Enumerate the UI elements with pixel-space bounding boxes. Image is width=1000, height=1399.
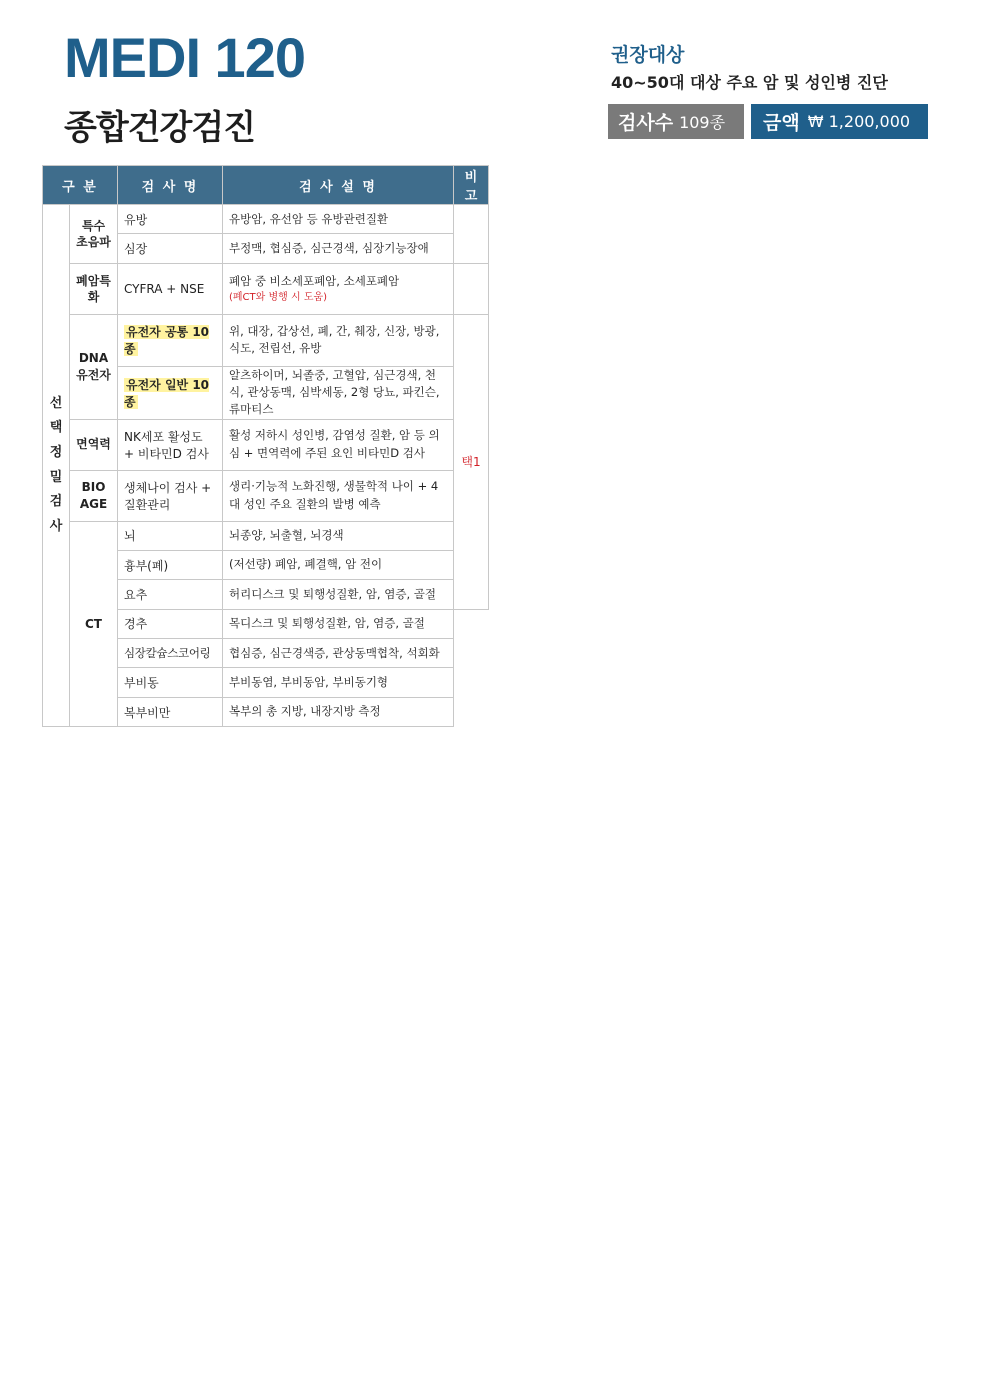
recommend-desc: 40~50대 대상 주요 암 및 성인병 진단 [611, 73, 888, 92]
desc-ct-lumbar: 허리디스크 및 퇴행성질환, 암, 염증, 골절 [223, 580, 454, 609]
note-empty [454, 263, 489, 314]
exam-ct-calcium: 심장칼슘스코어링 [118, 639, 223, 668]
price-box [751, 104, 928, 139]
test-count-value: 109종 [679, 113, 726, 132]
desc-dna-general: 알츠하이머, 뇌졸중, 고혈압, 심근경색, 천식, 관상동맥, 심박세동, 2형 당뇨, 파킨슨, 류마티스 [223, 366, 454, 419]
exam-ct-obesity: 복부비만 [118, 697, 223, 726]
exam-heart-us: 심장 [118, 234, 223, 263]
desc-ct-obesity: 복부의 총 지방, 내장지방 측정 [223, 697, 454, 726]
desc-breast-us: 유방암, 유선암 등 유방관련질환 [223, 205, 454, 234]
exam-ct-brain: 뇌 [118, 521, 223, 550]
exam-ct-sinus: 부비동 [118, 668, 223, 697]
header-category: 구 분 [43, 166, 118, 205]
desc-bio-age: 생리·기능적 노화진행, 생물학적 나이 + 4대 성인 주요 질환의 발병 예측 [223, 470, 454, 521]
exam-breast-us: 유방 [118, 205, 223, 234]
sub-bio-age: BIO AGE [70, 470, 118, 521]
desc-ct-brain: 뇌종양, 뇌출혈, 뇌경색 [223, 521, 454, 550]
exam-ct-chest: 흉부(폐) [118, 550, 223, 579]
header-desc: 검 사 설 명 [223, 166, 454, 205]
header-note: 비고 [454, 166, 489, 205]
exam-ct-cervical: 경추 [118, 609, 223, 638]
brand-title: MEDI 120 [64, 26, 305, 89]
desc-ct-calcium: 협심증, 심근경색증, 관상동맥협착, 석회화 [223, 639, 454, 668]
note-choice1: 택1 [454, 314, 489, 609]
desc-ct-cervical: 목디스크 및 퇴행성질환, 암, 염증, 골절 [223, 609, 454, 638]
cyfra-note: (폐CT와 병행 시 도움) [229, 291, 328, 303]
sub-dna: DNA 유전자 [70, 314, 118, 419]
desc-ct-chest: (저선량) 폐암, 폐결핵, 암 전이 [223, 550, 454, 579]
sub-lung: 폐암특화 [70, 263, 118, 314]
exam-bio-age: 생체나이 검사 + 질환관리 [118, 470, 223, 521]
desc-ct-sinus: 부비동염, 부비동암, 부비동기형 [223, 668, 454, 697]
price-value: ₩ 1,200,000 [807, 112, 911, 131]
exam-nk-cell: NK세포 활성도 + 비타민D 검사 [118, 419, 223, 470]
exam-dna-common: 유전자 공통 10종 [118, 314, 223, 366]
sub-ct: CT [70, 521, 118, 727]
test-count-label: 검사수 [618, 112, 674, 134]
price-label: 금액 [763, 112, 800, 134]
left-exam-table [42, 165, 489, 727]
test-count-box [608, 104, 744, 139]
exam-dna-general: 유전자 일반 10종 [118, 366, 223, 419]
desc-dna-common: 위, 대장, 갑상선, 폐, 간, 췌장, 신장, 방광, 식도, 전립선, 유방 [223, 314, 454, 366]
desc-cyfra: 폐암 중 비소세포폐암, 소세포폐암 (폐CT와 병행 시 도움) [223, 263, 454, 314]
exam-cyfra: CYFRA + NSE [118, 263, 223, 314]
category-selective: 선택정밀검사 [43, 205, 70, 727]
desc-heart-us: 부정맥, 협심증, 심근경색, 심장기능장애 [223, 234, 454, 263]
header-name: 검 사 명 [118, 166, 223, 205]
sub-immune: 면역력 [70, 419, 118, 470]
desc-nk-cell: 활성 저하시 성인병, 감염성 질환, 암 등 의심 + 면역력에 주된 요인 비타민D 검사 [223, 419, 454, 470]
exam-ct-lumbar: 요추 [118, 580, 223, 609]
note-empty [454, 205, 489, 264]
page-subtitle: 종합건강검진 [64, 108, 256, 148]
recommend-title: 권장대상 [611, 44, 685, 66]
sub-special-ultrasound: 특수 초음파 [70, 205, 118, 264]
